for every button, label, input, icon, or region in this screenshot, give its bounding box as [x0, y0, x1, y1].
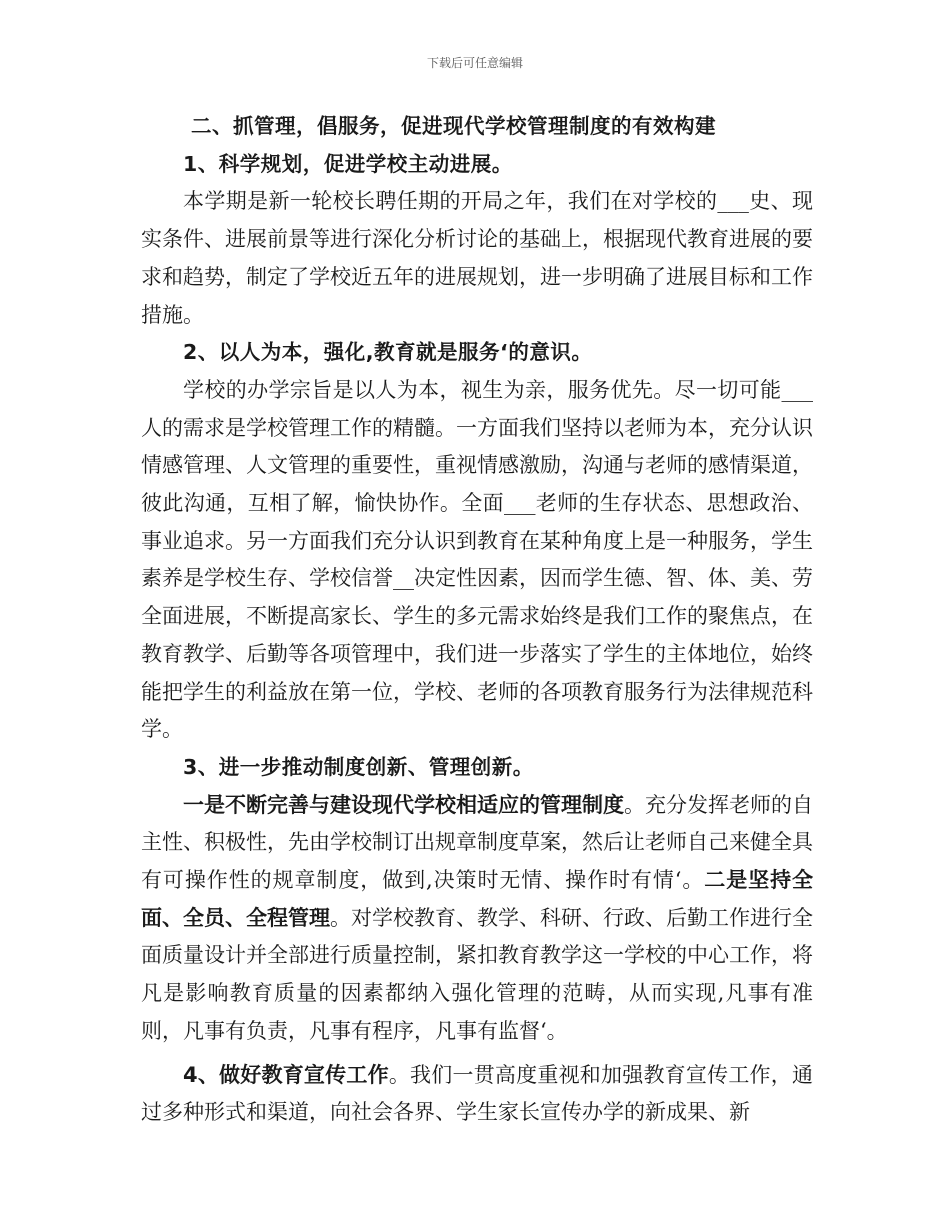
page-header: 下载后可任意编辑: [426, 56, 523, 70]
subsection-heading-1: 1、科学规划，促进学校主动进展。: [183, 151, 513, 176]
paragraph-4: [141, 1057, 813, 1132]
subsection-heading-4: 4、做好教育宣传工作: [183, 1062, 389, 1087]
paragraph-4-text: 。我们一贯高度重视和加强教育宣传工作，通过多种形式和渠道，向社会各界、学生家长宣传办学的新成果、新: [141, 1062, 813, 1125]
subsection-heading-3: 3、进一步推动制度创新、管理创新。: [183, 754, 534, 779]
paragraph-3-text-1: 。充分发挥老师的自主性、积极性，先由学校制订出规章制度草案，然后让老师自己来健全具有可操作性的规章制度，做到,决策时无情、操作时有情‘。: [141, 792, 813, 893]
section-title: 二、抓管理，倡服务，促进现代学校管理制度的有效构建: [191, 114, 716, 138]
paragraph-2: 学校的办学宗旨是以人为本，视生为亲，服务优先。尽一切可能___人的需求是学校管理工作的精髓。一方面我们坚持以老师为本，充分认识情感管理、人文管理的重要性，重视情感激励，沟通与老师的感情渠道，彼此沟通，互相了解，愉快协作。全面___老师的生存状态、思想政治、事业追求。另一方面我们充分认识到教育在某种角度上是一种服务，学生素养是学校生存、学校信誉__决定性因素，因而学生德、智、体、美、劳全面进展，不断提高家长、学生的多元需求始终是我们工作的聚焦点，在教育教学、后勤等各项管理中，我们进一步落实了学生的主体地位，始终能把学生的利益放在第一位，学校、老师的各项教育服务行为法律规范科学。: [141, 377, 813, 742]
subsection-heading-2: 2、以人为本，强化,教育就是服务‘的意识。: [183, 340, 593, 365]
paragraph-3: [141, 787, 813, 1051]
document-body: [141, 108, 813, 1132]
paragraph-1: 本学期是新一轮校长聘任期的开局之年，我们在对学校的___史、现实条件、进展前景等进行深化分析讨论的基础上，根据现代教育进展的要求和趋势，制定了学校近五年的进展规划，进一步明确了进展目标和工作措施。: [141, 189, 813, 327]
bold-phrase-1: 一是不断完善与建设现代学校相适应的管理制度: [183, 792, 624, 817]
paragraph-3-text-2: 。对学校教育、教学、科研、行政、后勤工作进行全面质量设计并全部进行质量控制，紧扣教育教学这一学校的中心工作，将凡是影响教育质量的因素都纳入强化管理的范畴，从而实现,凡事有准则，凡事有负责，凡事有程序，凡事有监督‘。: [141, 905, 813, 1043]
bold-phrase-2: 二是坚持全面、全员、全程管理: [141, 868, 813, 930]
